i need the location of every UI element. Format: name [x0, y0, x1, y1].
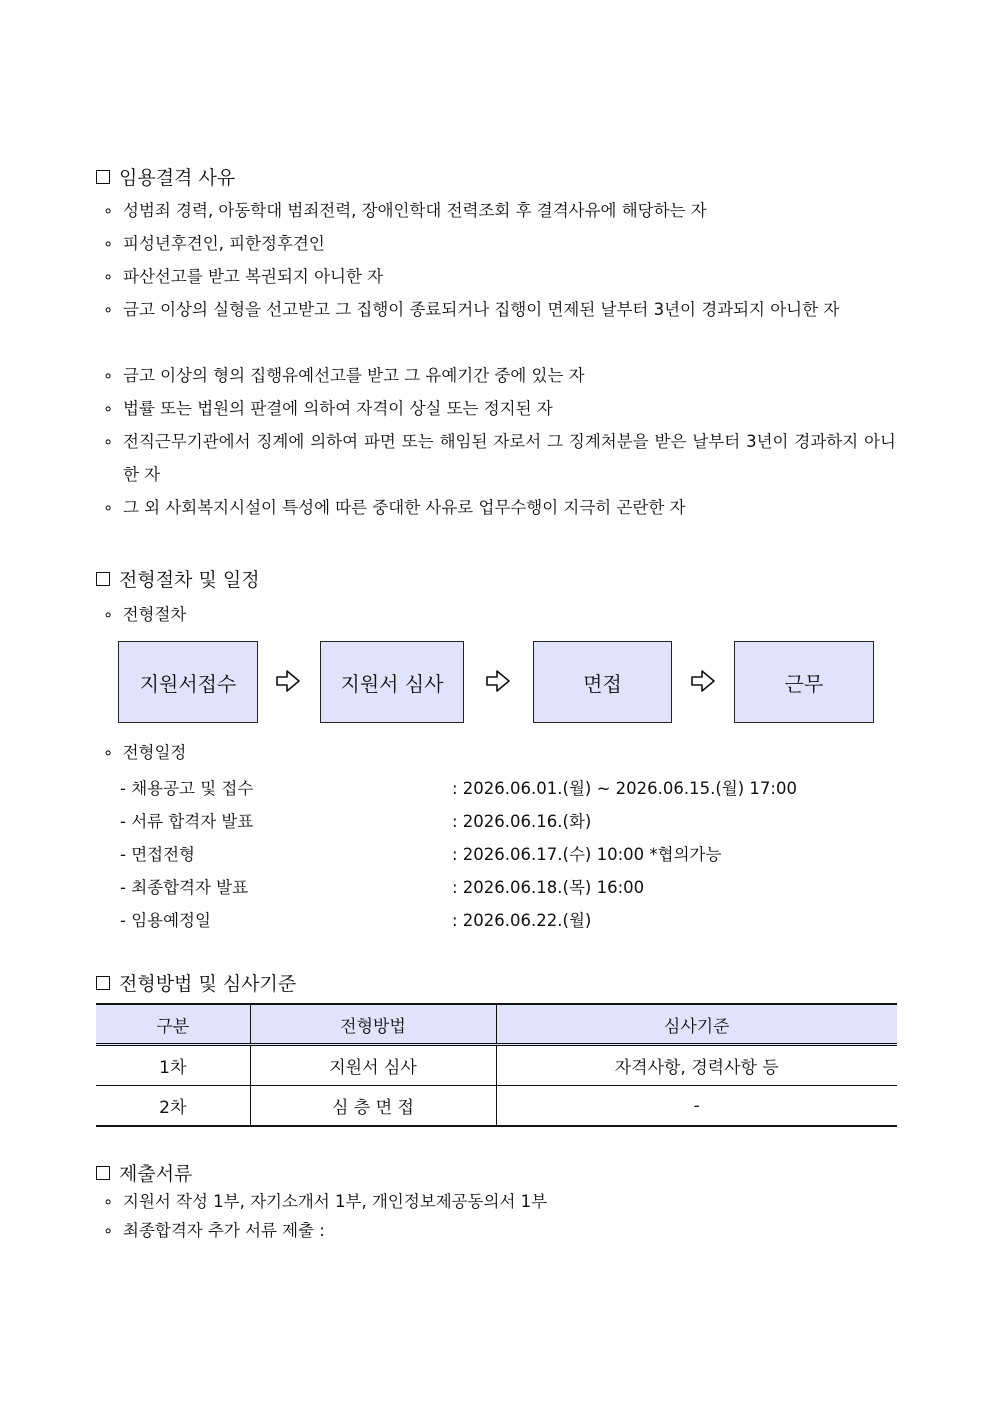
schedule-label: ∘ 전형일정	[103, 743, 187, 762]
flow-step-application: 지원서접수	[118, 641, 258, 723]
list-item: ∘ 최종합격자 추가 서류 제출 :	[103, 1214, 896, 1247]
flow-step-work: 근무	[734, 641, 874, 723]
table-cell: 2차	[96, 1086, 250, 1127]
bullet-icon: ∘	[103, 399, 114, 418]
list-item: ∘ 피성년후견인, 피한정후견인	[103, 227, 896, 260]
section-heading-disqualification	[96, 163, 235, 190]
schedule-item-value: : 2026.06.22.(월)	[452, 911, 592, 930]
table-cell: 심 층 면 접	[250, 1086, 496, 1127]
bullet-icon: ∘	[103, 743, 114, 762]
section-title: 전형절차 및 일정	[119, 569, 260, 591]
table-cell: 자격사항, 경력사항 등	[496, 1045, 897, 1086]
bullet-icon: ∘	[103, 1192, 114, 1211]
checkbox-square-icon	[96, 976, 110, 990]
schedule-item-label: - 서류 합격자 발표	[120, 812, 254, 831]
list-item: ∘ 금고 이상의 실형을 선고받고 그 집행이 종료되거나 집행이 면제된 날부터 3년이 경과되지 아니한 자	[103, 293, 896, 326]
bullet-icon: ∘	[103, 432, 114, 451]
bullet-icon: ∘	[103, 201, 114, 220]
bullet-icon: ∘	[103, 300, 114, 319]
procedure-label: ∘ 전형절차	[103, 605, 187, 624]
list-item: ∘ 금고 이상의 형의 집행유예선고를 받고 그 유예기간 중에 있는 자	[103, 359, 896, 392]
table-header-row	[96, 1004, 897, 1045]
list-item: ∘ 성범죄 경력, 아동학대 범죄전력, 장애인학대 전력조회 후 결격사유에 해당하는 자	[103, 194, 896, 227]
right-arrow-icon	[485, 666, 511, 696]
bullet-icon: ∘	[103, 1221, 114, 1240]
section-heading-procedure	[96, 565, 260, 592]
section-heading-documents	[96, 1159, 192, 1186]
list-item: ∘ 전직근무기관에서 징계에 의하여 파면 또는 해임된 자로서 그 징계처분을 받은 날부터 3년이 경과하지 아니한 자	[103, 425, 896, 491]
section-title: 제출서류	[119, 1163, 193, 1185]
schedule-item-label: - 면접전형	[120, 845, 195, 864]
list-item: ∘ 파산선고를 받고 복권되지 아니한 자	[103, 260, 896, 293]
section-title: 임용결격 사유	[119, 167, 236, 189]
schedule-item-value: : 2026.06.01.(월) ~ 2026.06.15.(월) 17:00	[452, 779, 797, 798]
criteria-table	[96, 1003, 897, 1127]
list-item: ∘ 지원서 작성 1부, 자기소개서 1부, 개인정보제공동의서 1부	[103, 1185, 896, 1218]
table-row	[96, 1086, 897, 1127]
right-arrow-icon	[275, 666, 301, 696]
checkbox-square-icon	[96, 572, 110, 586]
bullet-icon: ∘	[103, 605, 114, 624]
schedule-item-label: - 임용예정일	[120, 911, 211, 930]
list-item: ∘ 그 외 사회복지시설이 특성에 따른 중대한 사유로 업무수행이 지극히 곤란한 자	[103, 491, 896, 524]
right-arrow-icon	[690, 666, 716, 696]
table-cell: 지원서 심사	[250, 1045, 496, 1086]
bullet-icon: ∘	[103, 234, 114, 253]
section-heading-criteria	[96, 969, 296, 996]
bullet-icon: ∘	[103, 498, 114, 517]
table-cell: -	[496, 1086, 897, 1127]
flow-step-review: 지원서 심사	[320, 641, 464, 723]
flow-step-interview: 면접	[533, 641, 672, 723]
schedule-item-value: : 2026.06.17.(수) 10:00 *협의가능	[452, 845, 722, 864]
checkbox-square-icon	[96, 170, 110, 184]
section-title: 전형방법 및 심사기준	[119, 973, 297, 995]
list-item: ∘ 법률 또는 법원의 판결에 의하여 자격이 상실 또는 정지된 자	[103, 392, 896, 425]
schedule-item-value: : 2026.06.18.(목) 16:00	[452, 878, 645, 897]
bullet-icon: ∘	[103, 366, 114, 385]
schedule-item-label: - 채용공고 및 접수	[120, 779, 254, 798]
schedule-item-label: - 최종합격자 발표	[120, 878, 249, 897]
table-row	[96, 1045, 897, 1086]
schedule-item-value: : 2026.06.16.(화)	[452, 812, 592, 831]
table-header-cell: 구분	[96, 1004, 250, 1045]
table-cell: 1차	[96, 1045, 250, 1086]
checkbox-square-icon	[96, 1166, 110, 1180]
bullet-icon: ∘	[103, 267, 114, 286]
table-header-cell: 심사기준	[496, 1004, 897, 1045]
table-header-cell: 전형방법	[250, 1004, 496, 1045]
